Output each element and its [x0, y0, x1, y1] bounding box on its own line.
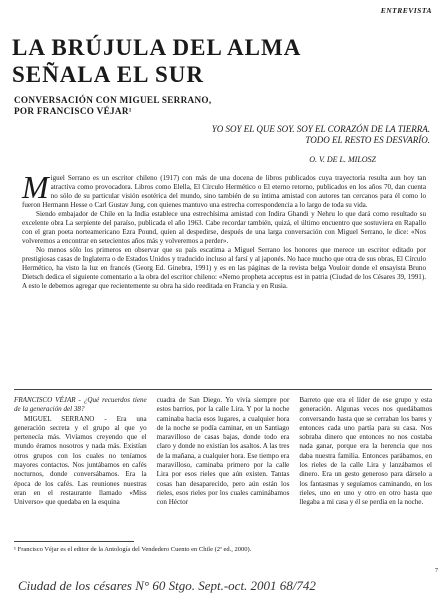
column-2 — [157, 396, 290, 524]
interview-columns — [14, 396, 432, 524]
footnote: ¹ Francisco Véjar es el editor de la Antología del Vendedero Cuento en Chile (2ª ed., 2000). — [14, 546, 252, 553]
title-line-2: SEÑALA EL SUR — [12, 62, 204, 87]
column-2-text: cuadra de San Diego. Yo vivía siempre por estos barrios, por la calle Lira. Y por la noche caminaba hacia esos lugares, a cualquier hora de la noche se podía caminar, en un Santiago maravilloso de casas bajas, donde todo era claro y donde no existían los asaltos. A las tres de la mañana, a cualquier hora. Ese tiempo era maravilloso, caminaba primero por la calle Lira por esos rieles que aún existen. Tantas cosas han desaparecido, pero aún están los rieles, esos rieles por los cuales caminábamos con Héctor — [156, 396, 290, 507]
section-label: ENTREVISTA — [380, 6, 432, 15]
column-1 — [14, 396, 147, 524]
intro-paragraph-2: Siendo embajador de Chile en la India establece una estrechísima amistad con Indira Ghandi y Nehru lo que dará como resultado su excelente obra La serpiente del paraíso, publicada el año 1963. Cabe recordar también, quizá, el último encuentro que sostuviera en Rapallo con el gran poeta norteamericano Ezra Pound, quien al despedirse, después de una larga conversación con Miguel Serrano, le dice: «Nos volveremos a encontrar en setecientos años más y volveremos a perder». — [22, 210, 426, 245]
interview-answer: MIGUEL SERRANO - Era una generación secreta y el grupo al que yo pertenecía más. Vivíamos creyendo que el mundo éramos nosotros y nada más. Existían otros grupos con los cuales no teníamos mayores contactos. Nos juntábamos en cafés nocturnos, donde conversábamos. Era la época de los cafés. Las reuniones nuestras eran en el restaurante llamado «Miss Universo» que quedaba en la esquina — [14, 414, 147, 507]
subtitle-line-2: POR FRANCISCO VÉJAR¹ — [14, 106, 132, 116]
handwritten-citation: Ciudad de los césares N° 60 Stgo. Sept.-oct. 2001 68/742 — [18, 578, 316, 593]
introduction — [22, 169, 426, 291]
column-3 — [299, 396, 432, 524]
footnote-divider — [14, 541, 134, 542]
epigraph — [130, 124, 430, 146]
title-line-1: LA BRÚJULA DEL ALMA — [12, 35, 302, 60]
subtitle-line-1: CONVERSACIÓN CON MIGUEL SERRANO, — [14, 95, 212, 105]
intro-paragraph-3: No menos sólo los primeros en observar que su país escatima a Miguel Serrano los honores que merece un escritor editado por prestigiosas casas de Inglaterra o de Estados Unidos y traducido incluso al farsí y al japonés. No hace mucho que otra de sus obras, El Círculo Hermético, ha visto la luz en francés (Georg Ed. Ginebra, 1991) y es en las páginas de la revista belga Vouloir donde el ensayista Bruno Dietsch dedica el siguiente comentario a la obra del escritor chileno: «Nemo propheta acceptus est in patria (Ciudad de los Césares 39, 1991). A esto le debemos agregar que recientemente su obra ha sido reeditada en Francia y en Rusia. — [22, 246, 426, 290]
page-number: 7 — [435, 568, 438, 574]
article-title — [12, 34, 312, 88]
intro-paragraph-1: Miguel Serrano es un escritor chileno (1917) con más de una docena de libros publicados cuya trayectoria resulta aun hoy tan atractiva como provocadora. Libros como Elella, El Círculo Hermético o El eterno retorno, publicados en los años 70, dan cuenta no sólo de su particular visión esotérica del mundo, sino también de su íntima amistad con autores tan cercanos para él como lo fueron Hermann Hesse o Carl Gustav Jung, con quienes mantuvo una estrecha correspondencia a lo largo de toda su vida. — [22, 169, 426, 209]
divider — [14, 389, 432, 390]
column-3-text: Barreto que era el líder de ese grupo y esta generación. Algunas veces nos quedábamos conversando hasta que se cerraban los bares y entonces cada uno partía para su casa. Nos sobraba dinero que entonces no nos costaba nada ganar, porque era la herencia que nos daba nuestra familia. Entonces parábamos, en los rieles de la calle Lira y lanzábamos el dinero. Era un gesto generoso para dárselo a los fantasmas y seguíamos caminando, en los rieles, uno en uno y otro en otro hasta que llegaba a mi casa y él se perdía en la noche. — [299, 396, 433, 507]
article-subtitle — [14, 95, 211, 117]
interview-question: FRANCISCO VÉJAR - ¿Qué recuerdos tiene de la generación del 38? — [14, 396, 147, 414]
epigraph-line-2: TODO EL RESTO ES DESVARÍO. — [305, 135, 430, 145]
epigraph-line-1: YO SOY EL QUE SOY. SOY EL CORAZÓN DE LA TIERRA. — [211, 124, 430, 134]
epigraph-author: O. V. DE L. MILOSZ — [309, 155, 376, 164]
